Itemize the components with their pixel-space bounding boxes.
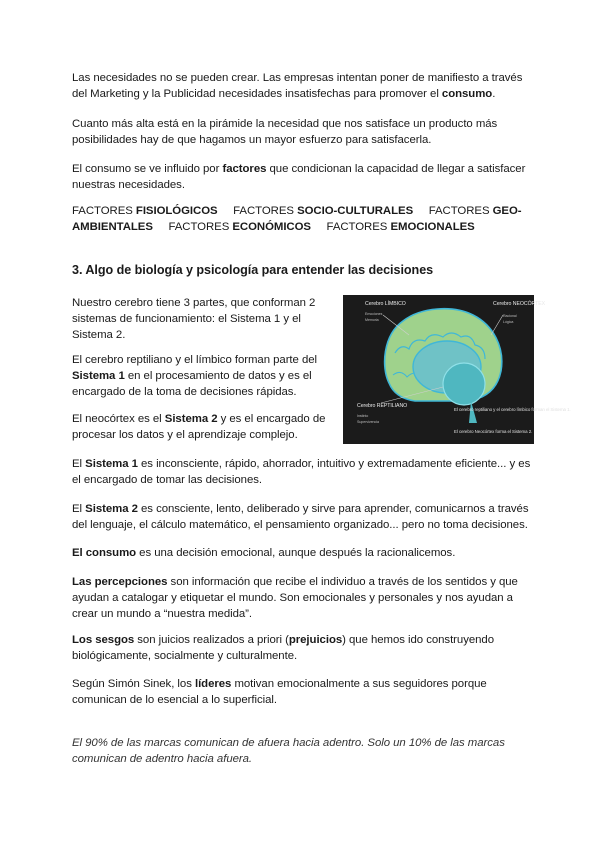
text-span: . [492,88,496,100]
text-span: es una decisión emocional, aunque después la racionalicemos. [136,547,456,559]
text-span: ) que hemos ido construyendo biológicamente, socialmente y culturalmente. [72,634,494,662]
paragraph-needs [72,70,534,102]
bold-factores: factores [222,163,267,175]
svg-text:Racional: Racional [503,314,517,318]
svg-text:Lógica: Lógica [503,320,514,324]
svg-text:Memoria: Memoria [365,318,379,322]
svg-text:Instinto: Instinto [357,414,369,418]
svg-text:Supervivencia: Supervivencia [357,420,379,424]
bold-sistema1: Sistema 1 [85,458,138,470]
text-span: motivan emocionalmente a sus seguidores porque comunican de lo esencial a lo superficial. [72,678,487,706]
bold-sistema1: Sistema 1 [72,370,125,382]
caption-system2: El cerebro Neocórtex forma el Sistema 2. [454,429,533,434]
paragraph-lideres [72,676,534,708]
bold-sistema2: Sistema 2 [164,413,218,425]
paragraph-system1 [72,456,534,488]
text-span: El [72,503,86,515]
label-limbico: Cerebro LÍMBICO [365,301,406,307]
caption-system1: El cerebro reptiliano y el cerebro límbico forman el Sistema 1. [454,407,571,412]
bold-percepciones: Las percepciones [72,576,168,588]
text-span: El consumo se ve influido por [72,163,223,175]
text-span: El [72,458,86,470]
paragraph-system1-parts [72,352,328,400]
label-neocortex: Cerebro NEOCÓRTEX [493,301,546,307]
text-span: son juicios realizados a priori ( [134,634,289,646]
paragraph-brain-parts: Nuestro cerebro tiene 3 partes, que conforman 2 sistemas de funcionamiento: el Sistema 1 y el Sistema 2. [72,297,316,341]
paragraph-pyramid: Cuanto más alta está en la pirámide la necesidad que nos satisface un producto más posibilidades hay de que hagamos un mayor esfuerzo para satisfacerla. [72,118,498,146]
bold-consumo: El consumo [72,547,137,559]
text-span: Según Simón Sinek, los [72,678,195,690]
factor-item: FACTORES ECONÓMICOS [168,221,311,233]
brain-diagram [343,295,571,444]
bold-consumo: consumo [441,88,493,100]
reptilian-shape [443,363,485,405]
text-span: en el procesamiento de datos y es el encargado de la toma de decisiones rápidas. [72,370,312,398]
factor-item: FACTORES GEO-AMBIENTALES [72,205,522,233]
text-span: es inconsciente, rápido, ahorrador, intuitivo y extremadamente eficiente... y es el encargado de tomar las decisiones. [72,458,531,486]
paragraph-neocortex [72,411,328,443]
bold-prejuicios: prejuicios [288,634,343,646]
label-reptiliano: Cerebro REPTILIANO [357,403,408,409]
text-span: es consciente, lento, deliberado y sirve para aprender, comunicarnos a través del lenguaje, el cálculo matemático, el pensamiento organizado... pero no toma decisiones. [72,503,529,531]
text-span: son información que recibe el individuo a través de los sentidos y que ayudan a catalogar y etiquetar el mundo. Son emocionales y personales y nos ayudan a crear un mundo a “nuestra medida”. [72,576,518,620]
text-span: y es el encargado de procesar los datos y el aprendizaje complejo. [72,413,326,441]
quote-brands: El 90% de las marcas comunican de afuera hacia adentro. Solo un 10% de las marcas comunican de adentro hacia afuera. [72,737,505,765]
text-span: El cerebro reptiliano y el límbico forman parte del [72,354,317,366]
factors-list [72,203,534,235]
brain-illustration [343,295,571,444]
factor-item: FACTORES SOCIO-CULTURALES [233,205,414,217]
bold-sistema2: Sistema 2 [85,503,138,515]
paragraph-percepciones [72,574,534,622]
svg-text:Emociones: Emociones [365,312,383,316]
section-heading: 3. Algo de biología y psicología para entender las decisiones [72,263,434,277]
text-span: que condicionan la capacidad de llegar a satisfacer nuestras necesidades. [72,163,526,191]
paragraph-sesgos [72,632,534,664]
paragraph-system2 [72,501,534,533]
factor-item: FACTORES FISIOLÓGICOS [72,205,218,217]
factor-item: FACTORES EMOCIONALES [326,221,475,233]
paragraph-consumo [72,545,534,561]
paragraph-factors [72,161,534,193]
text-span: El neocórtex es el [72,413,165,425]
bold-sesgos: Los sesgos [72,634,135,646]
bold-lideres: líderes [194,678,232,690]
text-span: Las necesidades no se pueden crear. Las empresas intentan poner de manifiesto a través del Marketing y la Publicidad necesidades insatisfechas para promover el [72,72,523,100]
